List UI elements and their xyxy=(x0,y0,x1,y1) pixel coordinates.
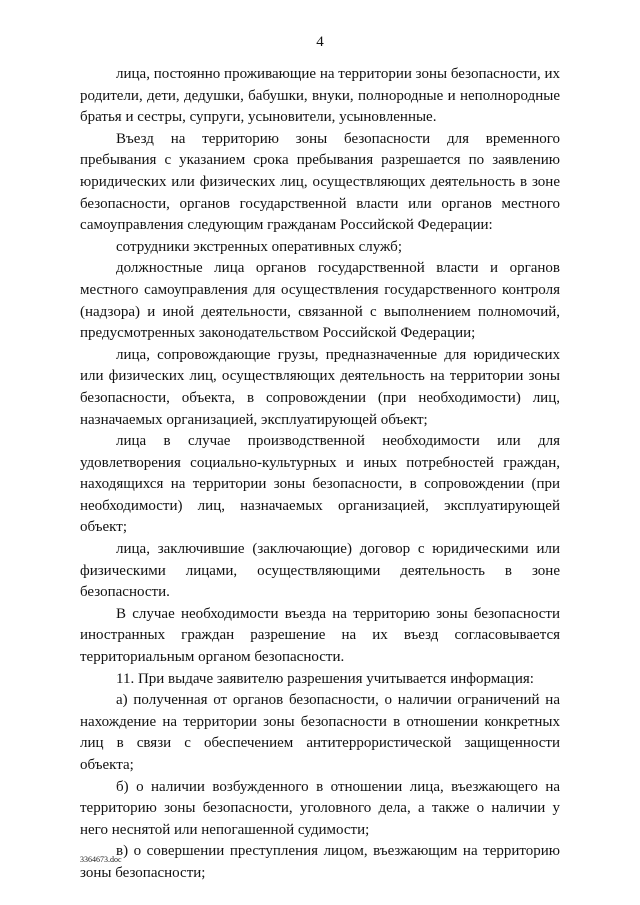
paragraph: лица, заключившие (заключающие) договор с юридическими или физическими лицами, осуществляющими деятельность в зоне безопасности. xyxy=(80,541,560,601)
paragraph: б) о наличии возбужденного в отношении лица, въезжающего на территорию зоны безопасности, уголовного дела, а также о наличии у него неснятой или непогашенной судимости; xyxy=(80,778,560,838)
paragraph: В случае необходимости въезда на территорию зоны безопасности иностранных граждан разрешение на их въезд согласовывается территориальным органом безопасности. xyxy=(80,605,560,666)
page-number: 4 xyxy=(316,34,324,50)
paragraph: 11. При выдаче заявителю разрешения учитывается информация: xyxy=(116,670,534,687)
paragraph: лица, постоянно проживающие на территории зоны безопасности, их родители, дети, дедушки, бабушки, внуки, полнородные и неполнородные братья и сестры, супруги, усыновители, усыновленные. xyxy=(80,66,560,126)
paragraph: лица в случае производственной необходимости или для удовлетворения социально-культурных и иных потребностей граждан, находящихся на территории зоны безопасности, в сопровождении (при необходимости) лиц, назначаемых организацией, эксплуатирующей объект; xyxy=(80,433,560,536)
paragraph: а) полученная от органов безопасности, о наличии ограничений на нахождение на территории зоны безопасности в отношении конкретных лиц в связи с обеспечением антитеррористической защищенности объекта; xyxy=(80,692,560,773)
paragraph: лица, сопровождающие грузы, предназначенные для юридических или физических лиц, осуществляющих деятельность на территории зоны безопасности, объекта, в сопровождении (при необходимости) лиц, назначаемых организацией, эксплуатирующей объект; xyxy=(80,346,560,428)
paragraph: должностные лица органов государственной власти и органов местного самоуправления для осуществления государственного контроля (надзора) и иной деятельности, связанной с выполнением полномочий, предусмотренных законодательством Российской Федерации; xyxy=(80,260,560,342)
document-filename: 3364673.doc xyxy=(80,855,122,864)
paragraph: Въезд на территорию зоны безопасности для временного пребывания с указанием срока пребывания разрешается по заявлению юридических или физических лиц, осуществляющих деятельность в зоне безопасности, органов государственной власти или органов местного самоуправления следующим гражданам Российской Федерации: xyxy=(80,130,560,234)
document-body xyxy=(80,64,560,885)
paragraph: сотрудники экстренных оперативных служб; xyxy=(116,238,402,255)
paragraph: в) о совершении преступления лицом, въезжающим на территорию зоны безопасности; xyxy=(80,843,560,881)
